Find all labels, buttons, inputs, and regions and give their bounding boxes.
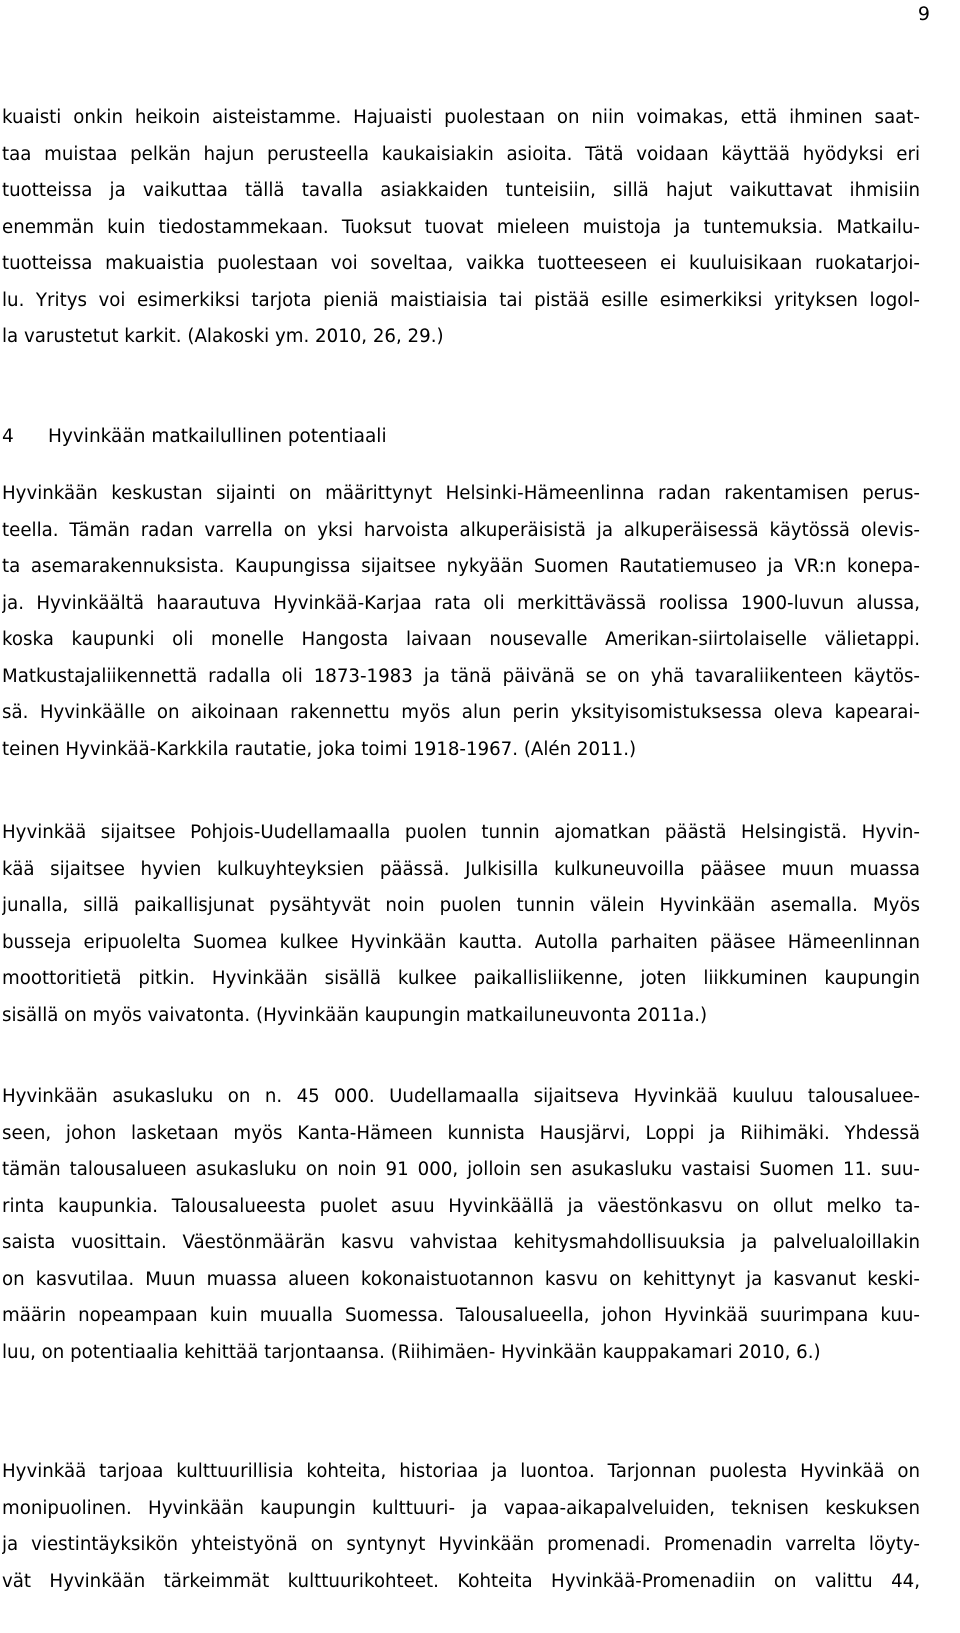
text-line: luu, on potentiaalia kehittää tarjontaansa. (Riihimäen- Hyvinkään kauppakamari 2010, 6.) (2, 1341, 821, 1363)
text-line: seen, johon lasketaan myös Kanta-Hämeen kunnista Hausjärvi, Loppi ja Riihimäki. Yhdessä (2, 1122, 920, 1144)
text-line: kuaisti onkin heikoin aisteistamme. Hajuaisti puolestaan on niin voimakas, että ihminen saat- (2, 107, 920, 128)
text-line: Hyvinkää sijaitsee Pohjois-Uudellamaalla puolen tunnin ajomatkan päästä Helsingistä. Hyvin- (2, 822, 920, 843)
text-line: taa muistaa pelkän hajun perusteella kaukaisiakin asioita. Tätä voidaan käyttää hyödyksi eri (2, 143, 920, 165)
text-line: enemmän kuin tiedostammekaan. Tuoksut tuovat mieleen muistoja ja tuntemuksia. Matkailu- (2, 216, 920, 238)
text-line: sä. Hyvinkäälle on aikoinaan rakennettu myös alun perin yksityisomistuksessa oleva kapearai- (2, 702, 920, 723)
text-line: tämän talousalueen asukasluku on noin 91 000, jolloin sen asukasluku vastaisi Suomen 11. suu- (2, 1159, 920, 1180)
text-line: tuotteissa ja vaikuttaa tällä tavalla asiakkaiden tunteisiin, sillä hajut vaikuttavat ihmisiin (2, 180, 920, 201)
text-line: sisällä on myös vaivatonta. (Hyvinkään kaupungin matkailuneuvonta 2011a.) (2, 1004, 708, 1026)
text-line: busseja eripuolelta Suomea kulkee Hyvinkään kautta. Autolla parhaiten pääsee Hämeenlinnan (2, 931, 920, 953)
text-line: teinen Hyvinkää-Karkkila rautatie, joka toimi 1918-1967. (Alén 2011.) (2, 738, 637, 760)
text-line: kää sijaitsee hyvien kulkuyhteyksien päässä. Julkisilla kulkuneuvoilla pääsee muun muassa (2, 858, 920, 880)
section-title: Hyvinkään matkailullinen potentiaali (48, 426, 387, 447)
text-line: koska kaupunki oli monelle Hangosta laivaan nousevalle Amerikan-siirtolaiselle välietappi. (2, 629, 920, 650)
text-line: määrin nopeampaan kuin muualla Suomessa. Talousalueella, johon Hyvinkää suurimpana kuu- (2, 1305, 920, 1326)
text-line: vät Hyvinkään tärkeimmät kulttuurikohteet. Kohteita Hyvinkää-Promenadiin on valittu 44, (2, 1570, 920, 1592)
text-line: la varustetut karkit. (Alakoski ym. 2010, 26, 29.) (2, 326, 444, 347)
text-line: on kasvutilaa. Muun muassa alueen kokonaistuotannon kasvu on kehittynyt ja kasvanut keski- (2, 1268, 920, 1290)
text-line: teella. Tämän radan varrella on yksi harvoista alkuperäisistä ja alkuperäisessä käytössä olevis- (2, 519, 920, 541)
text-line: Hyvinkään keskustan sijainti on määrittynyt Helsinki-Hämeenlinna radan rakentamisen perus- (2, 483, 920, 504)
section-heading (2, 425, 387, 449)
page-number: 9 (917, 3, 930, 25)
text-line: Hyvinkään asukasluku on n. 45 000. Uudellamaalla sijaitseva Hyvinkää kuuluu talousaluee- (2, 1086, 920, 1107)
text-line: saista vuosittain. Väestönmäärän kasvu vahvistaa kehitysmahdollisuuksia ja palvelualoillakin (2, 1232, 920, 1253)
section-number: 4 (2, 426, 14, 447)
text-line: ja viestintäyksikön yhteistyönä on syntynyt Hyvinkään promenadi. Promenadin varrelta löyty- (2, 1534, 920, 1555)
text-line: rinta kaupunkia. Talousalueesta puolet asuu Hyvinkäällä ja väestönkasvu on ollut melko ta- (2, 1195, 920, 1217)
text-line: tuotteissa makuaistia puolestaan voi soveltaa, vaikka tuotteeseen ei kuuluisikaan ruokatarjoi- (2, 253, 920, 274)
text-line: moottoritietä pitkin. Hyvinkään sisällä kulkee paikallisliikenne, joten liikkuminen kaupungin (2, 968, 920, 989)
text-line: monipuolinen. Hyvinkään kaupungin kulttuuri- ja vapaa-aikapalveluiden, teknisen keskuksen (2, 1497, 920, 1519)
text-line: Hyvinkää tarjoaa kulttuurillisia kohteita, historiaa ja luontoa. Tarjonnan puolesta Hyvinkää on (2, 1461, 920, 1482)
text-line: Matkustajaliikennettä radalla oli 1873-1983 ja tänä päivänä se on yhä tavaraliikenteen käytös- (2, 665, 920, 687)
text-line: lu. Yritys voi esimerkiksi tarjota pieniä maistiaisia tai pistää esille esimerkiksi yrityksen logol- (2, 289, 920, 311)
text-line: junalla, sillä paikallisjunat pysähtyvät noin puolen tunnin välein Hyvinkään asemalla. Myös (2, 895, 920, 916)
text-line: ta asemarakennuksista. Kaupungissa sijaitsee nykyään Suomen Rautatiemuseo ja VR:n konepa- (2, 556, 920, 577)
text-line: ja. Hyvinkäältä haarautuva Hyvinkää-Karjaa rata oli merkittävässä roolissa 1900-luvun alussa, (2, 592, 920, 614)
